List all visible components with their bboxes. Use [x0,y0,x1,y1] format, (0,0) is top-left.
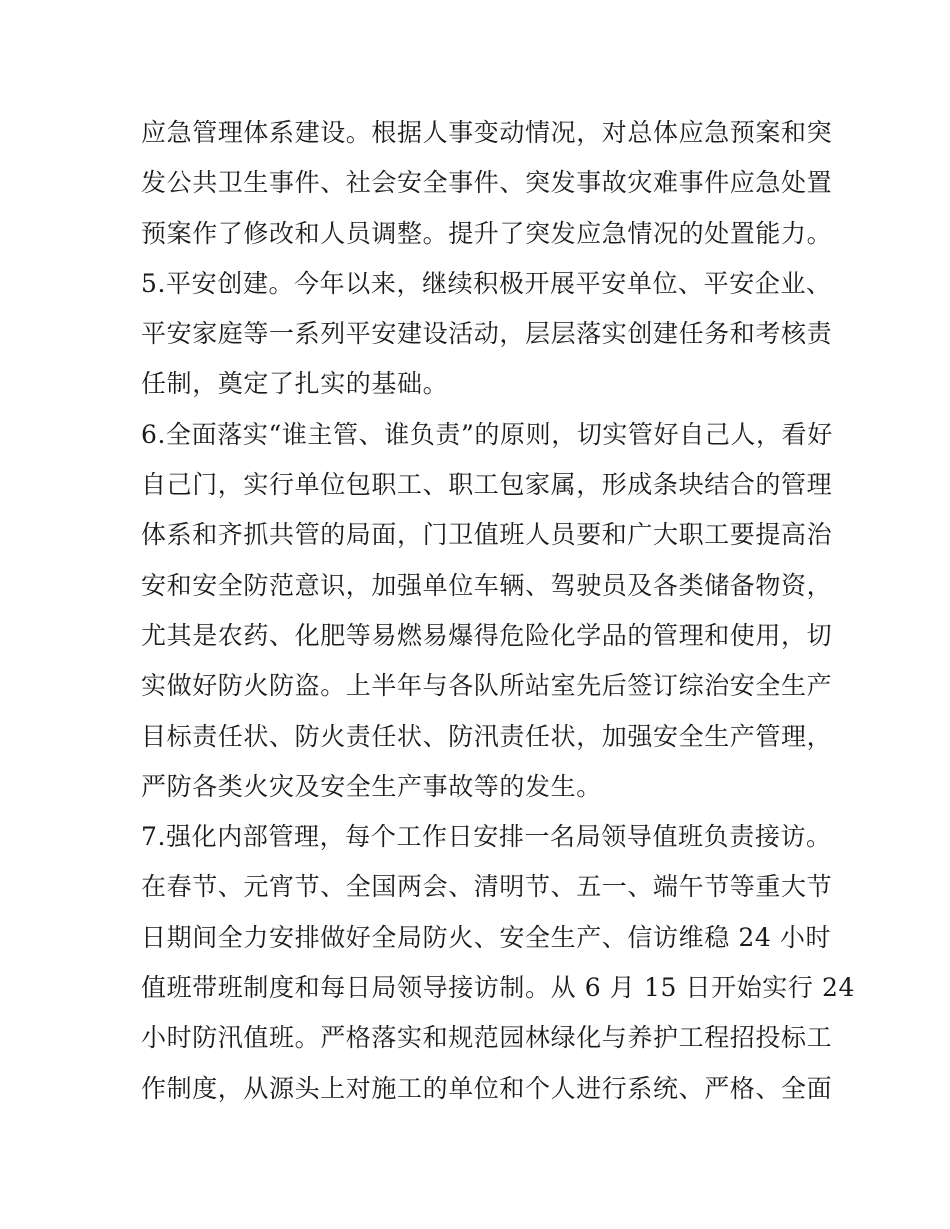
body-text [141,108,856,1114]
text-line: 预案作了修改和人员调整。提升了突发应急情况的处置能力。 [141,218,833,248]
text-line: 6.全面落实“谁主管、谁负责”的原则，切实管好自己人，看好 [141,419,833,449]
text-line: 实做好防火防盗。上半年与各队所站室先后签订综治安全生产 [141,671,833,701]
text-line: 尤其是农药、化肥等易燃易爆得危险化学品的管理和使用，切 [141,620,833,650]
text-line: 发公共卫生事件、社会安全事件、突发事故灾难事件应急处置 [141,168,833,198]
text-line: 自己门，实行单位包职工、职工包家属，形成条块结合的管理 [141,470,833,500]
text-line: 目标责任状、防火责任状、防汛责任状，加强安全生产管理， [141,721,833,751]
text-line: 安和安全防范意识，加强单位车辆、驾驶员及各类储备物资， [141,570,833,600]
text-line: 应急管理体系建设。根据人事变动情况，对总体应急预案和突 [141,118,833,147]
text-line: 平安家庭等一系列平安建设活动，层层落实创建任务和考核责 [141,319,833,349]
text-line: 作制度，从源头上对施工的单位和个人进行系统、严格、全面 [141,1073,833,1103]
text-line: 任制，奠定了扎实的基础。 [141,369,449,399]
text-line: 值班带班制度和每日局领导接访制。从 6 月 15 日开始实行 24 [141,973,856,1003]
text-line: 小时防汛值班。严格落实和规范园林绿化与养护工程招投标工 [141,1023,833,1053]
text-line: 在春节、元宵节、全国两会、清明节、五一、端午节等重大节 [141,872,833,902]
text-line: 严防各类火灾及安全生产事故等的发生。 [141,771,602,801]
text-line: 日期间全力安排做好全局防火、安全生产、信访维稳 24 小时 [141,922,832,952]
text-line: 7.强化内部管理，每个工作日安排一名局领导值班负责接访。 [141,822,832,852]
text-line: 体系和齐抓共管的局面，门卫值班人员要和广大职工要提高治 [141,520,833,550]
text-line: 5.平安创建。今年以来，继续积极开展平安单位、平安企业、 [141,268,832,298]
